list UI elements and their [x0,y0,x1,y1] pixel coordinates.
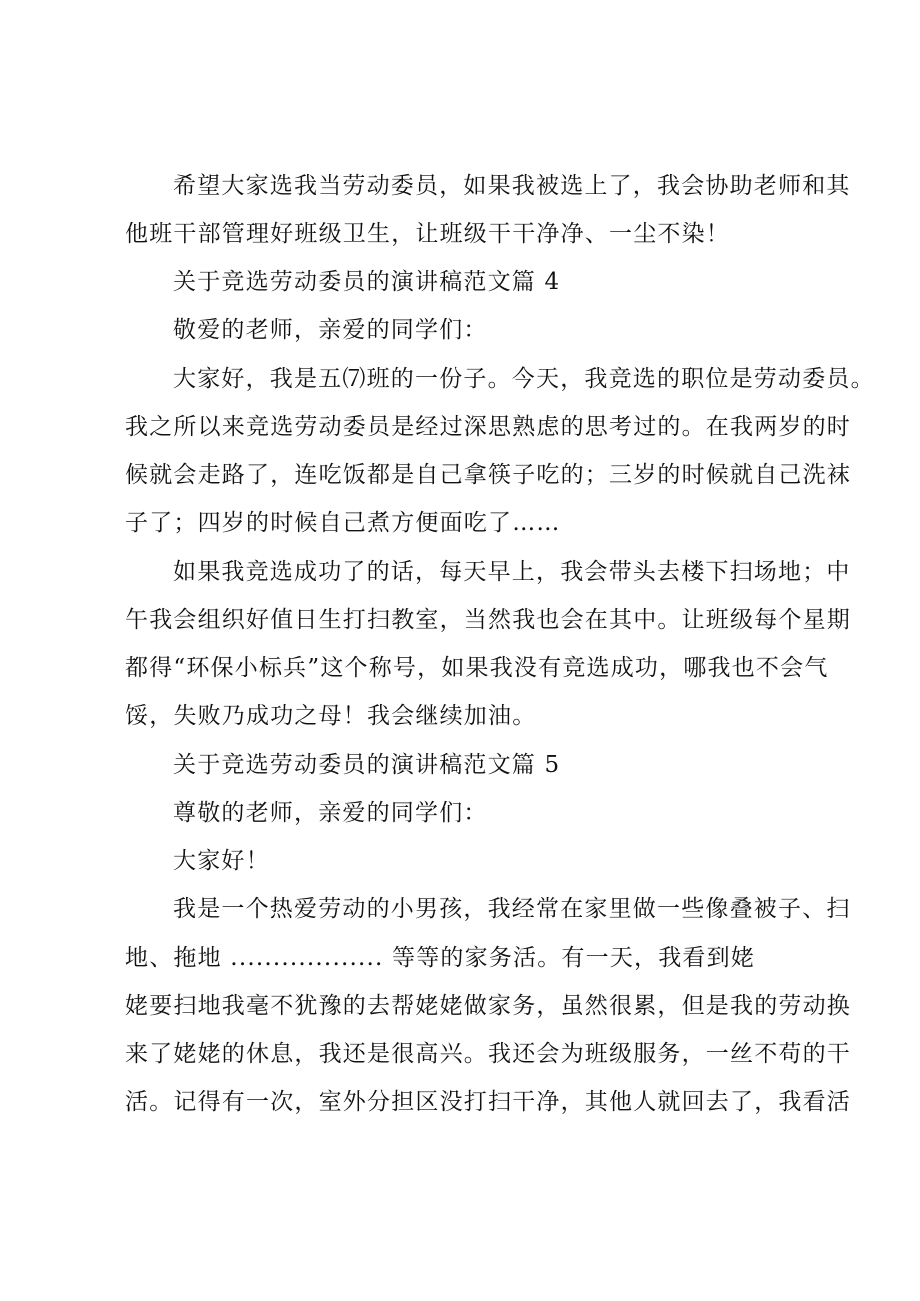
paragraph-line: 我是一个热爱劳动的小男孩，我经常在家里做一些像叠被子、扫 [173,896,851,922]
paragraph-line: 来了姥姥的休息，我还是很高兴。我还会为班级服务，一丝不苟的干 [125,1041,851,1067]
paragraph-line: 子了；四岁的时候自己煮方便面吃了…… [125,510,561,536]
paragraph-line: 姥要扫地我毫不犹豫的去帮姥姥做家务，虽然很累，但是我的劳动换 [125,993,851,1019]
salutation: 尊敬的老师，亲爱的同学们： [173,800,488,826]
paragraph-line: 我之所以来竞选劳动委员是经过深思熟虑的思考过的。在我两岁的时 [125,414,851,440]
section-heading: 关于竞选劳动委员的演讲稿范文篇 4 [173,269,561,295]
paragraph-line: 大家好，我是五⑺班的一份子。今天，我竞选的职位是劳动委员。 [173,366,875,392]
paragraph-line: 馁，失败乃成功之母！我会继续加油。 [125,703,537,729]
paragraph-line: 午我会组织好值日生打扫教室，当然我也会在其中。让班级每个星期 [125,607,851,633]
paragraph-line: 候就会走路了，连吃饭都是自己拿筷子吃的；三岁的时候就自己洗袜 [125,462,851,488]
section-heading: 关于竞选劳动委员的演讲稿范文篇 5 [173,752,561,778]
paragraph-line: 如果我竞选成功了的话，每天早上，我会带头去楼下扫场地；中 [173,559,851,585]
paragraph-line: 他班干部管理好班级卫生，让班级干干净净、一尘不染！ [125,221,730,247]
paragraph-line: 活。记得有一次，室外分担区没打扫干净，其他人就回去了，我看活 [125,1089,851,1115]
paragraph-line: 都得“环保小标兵”这个称号，如果我没有竞选成功，哪我也不会气 [125,655,829,681]
salutation: 敬爱的老师，亲爱的同学们： [173,317,488,343]
paragraph-line: 希望大家选我当劳动委员，如果我被选上了，我会协助老师和其 [173,173,851,199]
paragraph-line: 地、拖地 .................. 等等的家务活。有一天，我看到姥 [125,945,756,971]
greeting: 大家好！ [173,848,270,874]
